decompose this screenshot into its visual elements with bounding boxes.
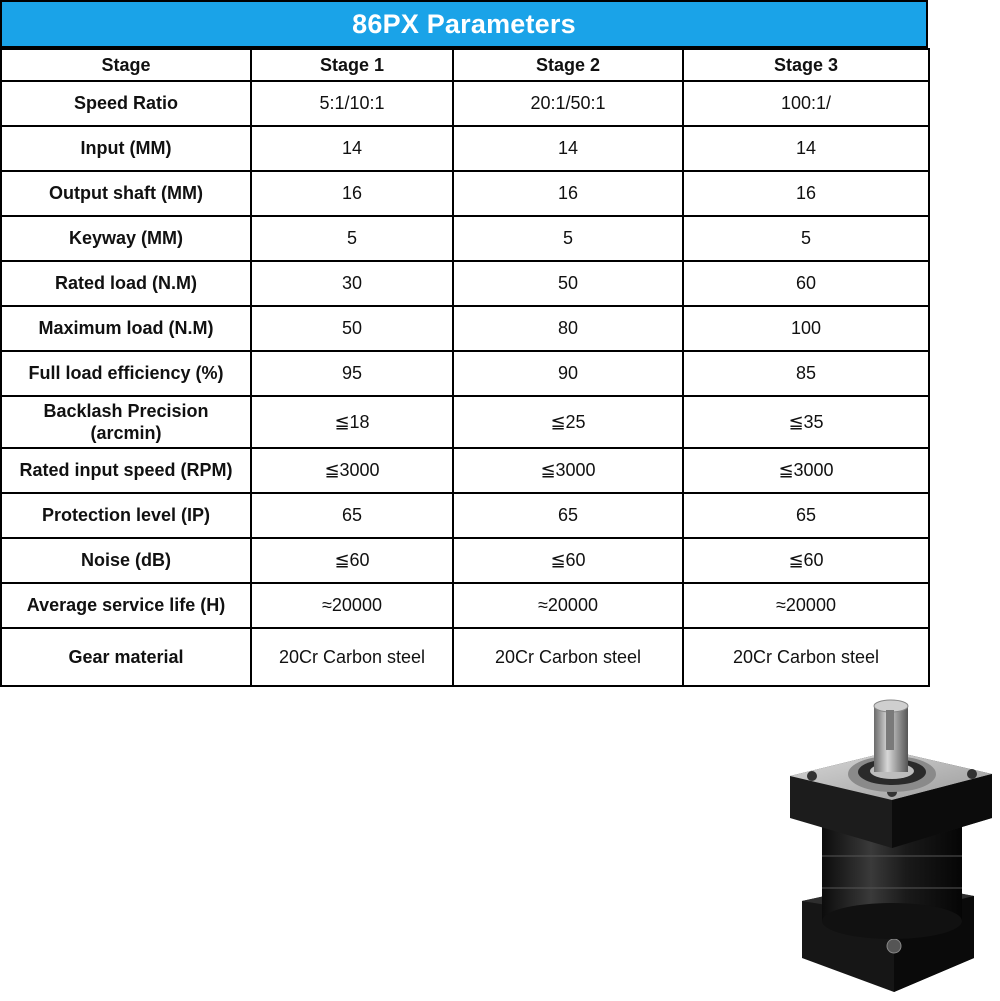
table-cell: 85 xyxy=(683,351,929,396)
table-row xyxy=(1,126,929,171)
row-label: Speed Ratio xyxy=(1,81,251,126)
table-cell: 14 xyxy=(683,126,929,171)
table-cell: 50 xyxy=(251,306,453,351)
table-cell: 65 xyxy=(453,493,683,538)
table-cell: 14 xyxy=(453,126,683,171)
table-header-row xyxy=(1,49,929,81)
row-label: Gear material xyxy=(1,628,251,686)
table-cell: 60 xyxy=(683,261,929,306)
table-row xyxy=(1,493,929,538)
table-row xyxy=(1,351,929,396)
table-row xyxy=(1,538,929,583)
row-label: Noise (dB) xyxy=(1,538,251,583)
table-row xyxy=(1,171,929,216)
row-label: Output shaft (MM) xyxy=(1,171,251,216)
table-cell: ≈20000 xyxy=(251,583,453,628)
table-cell: 80 xyxy=(453,306,683,351)
row-label: Full load efficiency (%) xyxy=(1,351,251,396)
table-cell: ≦3000 xyxy=(251,448,453,493)
row-label: Backlash Precision (arcmin) xyxy=(1,396,251,448)
table-row xyxy=(1,583,929,628)
table-cell: 65 xyxy=(251,493,453,538)
header-cell: Stage xyxy=(1,49,251,81)
table-cell: 30 xyxy=(251,261,453,306)
header-cell: Stage 2 xyxy=(453,49,683,81)
table-cell: ≦18 xyxy=(251,396,453,448)
table-cell: 20Cr Carbon steel xyxy=(251,628,453,686)
table-cell: ≦25 xyxy=(453,396,683,448)
header-cell: Stage 1 xyxy=(251,49,453,81)
table-cell: 100 xyxy=(683,306,929,351)
table-cell: 5:1/10:1 xyxy=(251,81,453,126)
table-cell: 20Cr Carbon steel xyxy=(683,628,929,686)
parameters-table xyxy=(0,48,930,687)
table-cell: 16 xyxy=(453,171,683,216)
table-cell: ≦60 xyxy=(251,538,453,583)
table-cell: 14 xyxy=(251,126,453,171)
table-row xyxy=(1,81,929,126)
table-cell: ≦60 xyxy=(453,538,683,583)
table-cell: ≦35 xyxy=(683,396,929,448)
table-cell: 20Cr Carbon steel xyxy=(453,628,683,686)
table-row xyxy=(1,306,929,351)
row-label: Maximum load (N.M) xyxy=(1,306,251,351)
table-title: 86PX Parameters xyxy=(0,0,928,48)
table-cell: 50 xyxy=(453,261,683,306)
table-row xyxy=(1,216,929,261)
gearbox-product-image xyxy=(782,696,994,996)
table-cell: 5 xyxy=(683,216,929,261)
table-cell: ≈20000 xyxy=(683,583,929,628)
table-cell: ≈20000 xyxy=(453,583,683,628)
table-cell: 16 xyxy=(251,171,453,216)
row-label: Input (MM) xyxy=(1,126,251,171)
table-cell: 100:1/ xyxy=(683,81,929,126)
table-cell: 20:1/50:1 xyxy=(453,81,683,126)
row-label: Rated load (N.M) xyxy=(1,261,251,306)
row-label: Average service life (H) xyxy=(1,583,251,628)
table-row xyxy=(1,448,929,493)
table-cell: 90 xyxy=(453,351,683,396)
table-cell: 16 xyxy=(683,171,929,216)
table-cell: 95 xyxy=(251,351,453,396)
header-cell: Stage 3 xyxy=(683,49,929,81)
row-label: Keyway (MM) xyxy=(1,216,251,261)
table-row xyxy=(1,396,929,448)
table-cell: 65 xyxy=(683,493,929,538)
table-cell: ≦3000 xyxy=(453,448,683,493)
table-row xyxy=(1,261,929,306)
row-label: Rated input speed (RPM) xyxy=(1,448,251,493)
table-cell: 5 xyxy=(251,216,453,261)
table-cell: ≦3000 xyxy=(683,448,929,493)
row-label: Protection level (IP) xyxy=(1,493,251,538)
table-row xyxy=(1,628,929,686)
planetary-gearbox-icon xyxy=(782,696,994,996)
table-cell: 5 xyxy=(453,216,683,261)
table-cell: ≦60 xyxy=(683,538,929,583)
